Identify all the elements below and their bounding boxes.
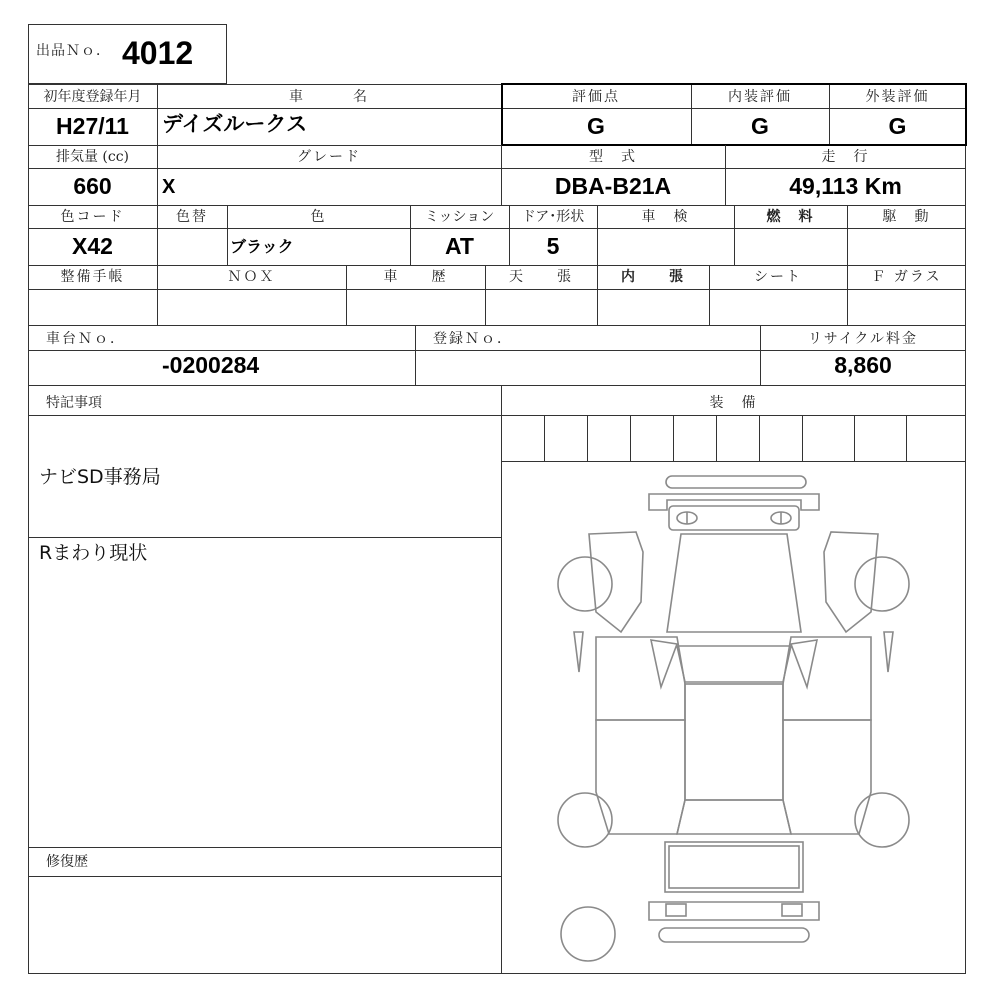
door-label: ドア･形状 — [521, 209, 585, 225]
left-front-wheel — [558, 557, 612, 611]
divider — [28, 415, 966, 416]
front-bumper — [649, 494, 819, 510]
divider — [854, 415, 855, 461]
score-value: G — [587, 113, 605, 139]
divider — [28, 265, 966, 266]
spare-tire — [561, 907, 615, 961]
repair-history-label: 修復歴 — [46, 854, 88, 870]
note-line-2: Rまわり現状 — [39, 542, 148, 564]
maintenance-label: 整備手帳 — [60, 269, 125, 285]
lot-label: 出品Ｎｏ． — [36, 43, 111, 59]
divider — [630, 415, 631, 461]
recycle-label: リサイクル料金 — [807, 331, 919, 347]
registration-label: 登録Ｎｏ． — [433, 331, 513, 347]
note-line-1: ナビSD事務局 — [39, 466, 161, 488]
divider — [415, 325, 416, 385]
divider — [28, 168, 966, 169]
mileage-value: 49,113 Km — [789, 173, 902, 199]
divider — [673, 415, 674, 461]
divider — [28, 228, 966, 229]
car-name-label: 車 名 — [289, 89, 369, 105]
displacement-value: 660 — [73, 173, 112, 199]
inspection-label: 車 検 — [641, 209, 690, 225]
lot-number: 4012 — [122, 35, 194, 71]
right-mirror — [884, 632, 893, 672]
windshield — [677, 646, 791, 682]
left-mirror — [574, 632, 583, 672]
front-bumper-top — [666, 476, 806, 488]
inner-label: 内 張 — [621, 269, 685, 285]
roof-label: 天 張 — [509, 269, 573, 285]
color-value: ブラック — [230, 239, 294, 256]
first-registration-label: 初年度登録年月 — [43, 89, 142, 105]
front-grille — [669, 506, 799, 530]
exterior-label: 外装評価 — [865, 89, 930, 105]
color-code-value: X42 — [72, 233, 113, 259]
grade-label: グレード — [297, 149, 361, 165]
mileage-label: 走 行 — [821, 149, 870, 165]
mission-label: ミッション — [424, 209, 495, 225]
divider — [28, 325, 966, 326]
divider — [28, 289, 966, 290]
right-pillar — [791, 640, 817, 687]
glass-label: Ｆ ガラス — [871, 269, 942, 285]
model-label: 型 式 — [589, 149, 637, 165]
rear-bumper-bottom — [659, 928, 809, 942]
right-front-fender — [824, 532, 878, 632]
right-front-door — [783, 637, 871, 720]
divider — [28, 205, 966, 206]
roof — [685, 684, 783, 800]
score-label: 評価点 — [572, 89, 620, 105]
model-value: DBA-B21A — [554, 173, 672, 199]
special-notes-label: 特記事項 — [46, 395, 102, 411]
door-value: 5 — [546, 233, 560, 259]
grade-value: X — [162, 176, 176, 198]
seat-label: シート — [754, 269, 802, 285]
nox-label: ＮＯＸ — [227, 269, 276, 285]
drive-label: 駆 動 — [882, 209, 931, 225]
equipment-label: 装 備 — [709, 395, 758, 411]
left-rear-door — [596, 720, 685, 834]
exterior-value: G — [888, 113, 907, 139]
divider — [587, 415, 588, 461]
right-taillight — [782, 904, 802, 916]
interior-value: G — [751, 113, 769, 139]
rear-window — [677, 800, 791, 834]
chassis-value: -0200284 — [162, 352, 260, 378]
right-front-wheel — [855, 557, 909, 611]
recycle-value: 8,860 — [834, 352, 892, 378]
divider — [802, 415, 803, 461]
divider — [544, 415, 545, 461]
color-label: 色 — [310, 209, 327, 225]
divider — [28, 847, 501, 848]
divider — [759, 415, 760, 461]
left-pillar — [651, 640, 677, 687]
back-door-panel — [669, 846, 799, 888]
back-door — [665, 842, 803, 892]
right-rear-door — [783, 720, 871, 834]
car-diagram — [501, 462, 966, 974]
car-name-value: デイズルークス — [162, 113, 308, 136]
divider — [28, 385, 966, 386]
left-taillight — [666, 904, 686, 916]
divider — [906, 415, 907, 461]
history-label: 車 歴 — [383, 269, 448, 285]
divider — [28, 876, 501, 877]
hood — [667, 534, 801, 632]
interior-label: 内装評価 — [728, 89, 792, 105]
fuel-label: 燃 料 — [766, 209, 815, 225]
left-front-fender — [589, 532, 643, 632]
mission-value: AT — [445, 233, 474, 259]
first-registration-value: H27/11 — [56, 113, 129, 139]
color-code-label: 色コード — [60, 209, 125, 225]
displacement-label: 排気量 (cc) — [55, 149, 130, 165]
divider — [716, 415, 717, 461]
repaint-label: 色替 — [176, 209, 208, 225]
left-front-door — [596, 637, 685, 720]
chassis-label: 車台Ｎｏ． — [46, 331, 126, 347]
